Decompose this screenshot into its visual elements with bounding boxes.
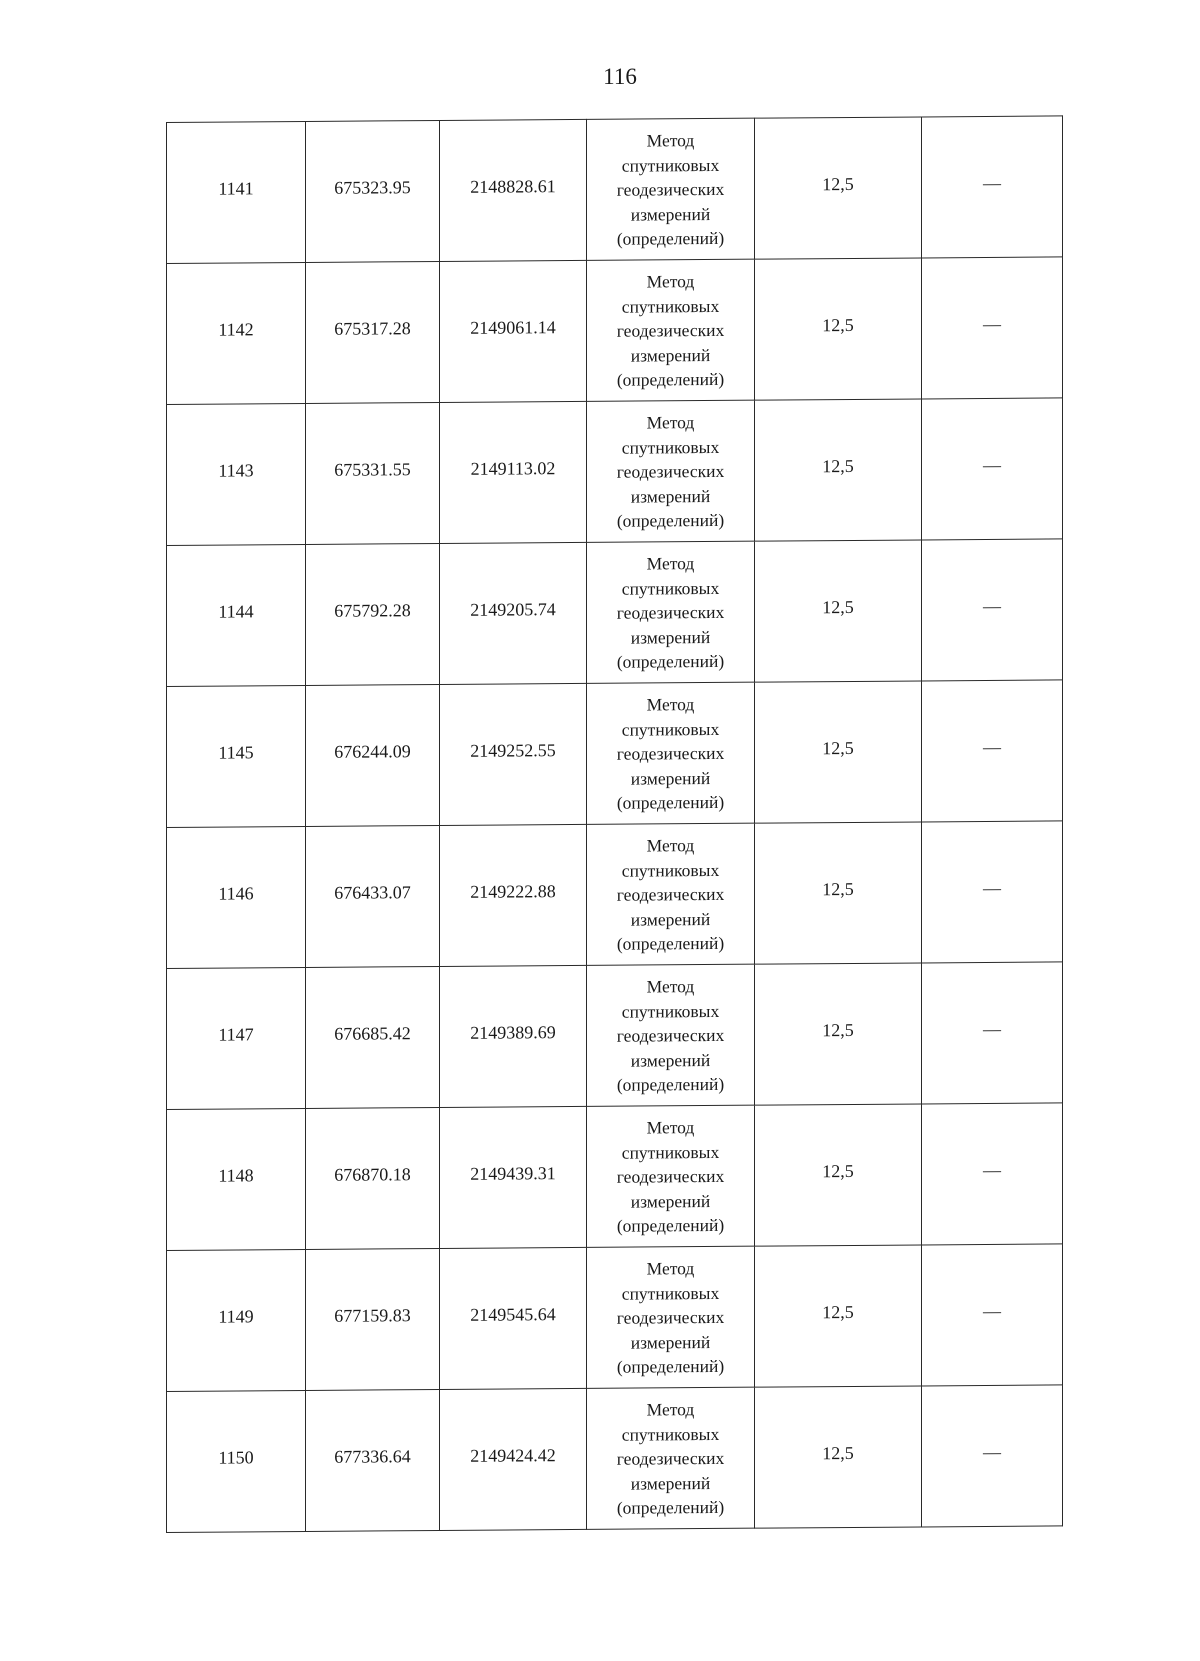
y-coordinate-cell: [440, 683, 587, 825]
x-coordinate-cell: [306, 543, 440, 685]
note-cell-text: —: [983, 1159, 1001, 1181]
note-cell: [922, 1385, 1063, 1527]
method-line: спутниковых: [621, 1423, 720, 1445]
point-number-cell-text: 1148: [218, 1165, 254, 1186]
method-cell: [587, 259, 755, 401]
x-coordinate-cell-text: 677159.83: [334, 1305, 411, 1326]
x-coordinate-cell-text: 676433.07: [334, 882, 411, 903]
method-line: геодезических: [616, 320, 725, 341]
note-cell: [922, 1244, 1063, 1386]
method-line: (определений): [616, 228, 725, 249]
method-line: геодезических: [616, 1448, 725, 1469]
method-line: геодезических: [616, 461, 725, 482]
x-coordinate-cell-text: 676685.42: [334, 1023, 411, 1044]
table-row: [167, 257, 1063, 405]
point-number-cell: [167, 1390, 306, 1532]
method-line: геодезических: [616, 884, 725, 905]
method-line: спутниковых: [621, 295, 720, 317]
y-coordinate-cell-text: 2149252.55: [470, 740, 556, 761]
table-row: [167, 1244, 1063, 1392]
accuracy-cell: [755, 117, 922, 259]
point-number-cell: [167, 121, 306, 263]
method-line: Метод: [646, 1117, 695, 1138]
x-coordinate-cell: [306, 402, 440, 544]
method-line: измерений: [630, 626, 711, 648]
method-line: измерений: [630, 485, 711, 507]
accuracy-cell-text: 12,5: [822, 455, 854, 477]
y-coordinate-cell: [440, 1106, 587, 1248]
method-cell: [587, 1105, 755, 1247]
y-coordinate-cell: [440, 824, 587, 966]
table-body: [167, 116, 1063, 1533]
point-number-cell: [167, 1249, 306, 1391]
x-coordinate-cell: [306, 1389, 440, 1531]
accuracy-cell: [755, 681, 922, 823]
method-line: Метод: [646, 130, 695, 151]
method-line: геодезических: [616, 1307, 725, 1328]
accuracy-cell: [755, 258, 922, 400]
note-cell: [922, 398, 1063, 540]
note-cell: [922, 539, 1063, 681]
note-cell-text: —: [983, 1300, 1001, 1322]
y-coordinate-cell: [440, 1388, 587, 1530]
method-line: спутниковых: [621, 859, 720, 881]
method-line: спутниковых: [621, 154, 720, 176]
method-line: (определений): [616, 1215, 725, 1236]
method-line: измерений: [630, 767, 711, 789]
method-line: Метод: [646, 412, 695, 433]
note-cell-text: —: [983, 1441, 1001, 1463]
note-cell-text: —: [983, 313, 1001, 335]
method-line: геодезических: [616, 179, 725, 200]
accuracy-cell: [755, 963, 922, 1105]
accuracy-cell: [755, 1386, 922, 1528]
method-line: Метод: [646, 835, 695, 856]
method-line: спутниковых: [621, 577, 720, 599]
point-number-cell-text: 1149: [218, 1306, 254, 1327]
x-coordinate-cell-text: 677336.64: [334, 1446, 411, 1467]
note-cell: [922, 962, 1063, 1104]
accuracy-cell-text: 12,5: [822, 596, 854, 618]
y-coordinate-cell-text: 2149113.02: [470, 458, 556, 479]
method-line: Метод: [646, 553, 695, 574]
method-line: измерений: [630, 1331, 711, 1353]
method-line: спутниковых: [621, 436, 720, 458]
y-coordinate-cell: [440, 1247, 587, 1389]
note-cell: [922, 1103, 1063, 1245]
x-coordinate-cell-text: 676244.09: [334, 741, 411, 762]
note-cell: [922, 821, 1063, 963]
method-line: (определений): [616, 369, 725, 390]
table-row: [167, 116, 1063, 264]
point-number-cell: [167, 403, 306, 545]
method-line: Метод: [646, 1399, 695, 1420]
y-coordinate-cell-text: 2148828.61: [470, 176, 556, 197]
y-coordinate-cell-text: 2149222.88: [470, 881, 556, 902]
accuracy-cell: [755, 399, 922, 541]
note-cell-text: —: [983, 595, 1001, 617]
method-line: измерений: [630, 344, 711, 366]
accuracy-cell-text: 12,5: [822, 173, 854, 195]
table-row: [167, 821, 1063, 969]
x-coordinate-cell-text: 676870.18: [334, 1164, 411, 1185]
y-coordinate-cell-text: 2149545.64: [470, 1304, 556, 1325]
x-coordinate-cell: [306, 825, 440, 967]
method-line: измерений: [630, 908, 711, 930]
point-number-cell: [167, 544, 306, 686]
point-number-cell-text: 1141: [218, 178, 254, 199]
point-number-cell-text: 1150: [218, 1447, 254, 1468]
accuracy-cell: [755, 822, 922, 964]
x-coordinate-cell-text: 675792.28: [334, 600, 411, 621]
table-row: [167, 539, 1063, 687]
method-line: геодезических: [616, 1025, 725, 1046]
point-number-cell-text: 1146: [218, 883, 254, 904]
y-coordinate-cell: [440, 119, 587, 261]
y-coordinate-cell-text: 2149424.42: [470, 1445, 556, 1466]
method-line: (определений): [616, 1497, 725, 1518]
method-line: (определений): [616, 933, 725, 954]
method-cell: [587, 1246, 755, 1388]
x-coordinate-cell-text: 675323.95: [334, 177, 411, 198]
x-coordinate-cell: [306, 1248, 440, 1390]
point-number-cell-text: 1142: [218, 319, 254, 340]
table-row: [167, 1103, 1063, 1251]
method-line: измерений: [630, 1049, 711, 1071]
method-line: Метод: [646, 271, 695, 292]
accuracy-cell-text: 12,5: [822, 1301, 854, 1323]
y-coordinate-cell: [440, 965, 587, 1107]
point-number-cell-text: 1144: [218, 601, 254, 622]
x-coordinate-cell-text: 675317.28: [334, 318, 411, 339]
x-coordinate-cell: [306, 1107, 440, 1249]
page-number: 116: [603, 64, 637, 89]
note-cell: [922, 680, 1063, 822]
accuracy-cell: [755, 1104, 922, 1246]
method-cell: [587, 400, 755, 542]
coordinates-table: [166, 115, 1063, 1533]
method-line: спутниковых: [621, 1141, 720, 1163]
table-row: [167, 1385, 1063, 1533]
point-number-cell: [167, 967, 306, 1109]
point-number-cell-text: 1147: [218, 1024, 254, 1045]
note-cell-text: —: [983, 172, 1001, 194]
accuracy-cell-text: 12,5: [822, 737, 854, 759]
y-coordinate-cell-text: 2149389.69: [470, 1022, 556, 1043]
y-coordinate-cell: [440, 542, 587, 684]
x-coordinate-cell: [306, 966, 440, 1108]
y-coordinate-cell-text: 2149205.74: [470, 599, 556, 620]
method-cell: [587, 682, 755, 824]
point-number-cell: [167, 1108, 306, 1250]
accuracy-cell-text: 12,5: [822, 1442, 854, 1464]
y-coordinate-cell-text: 2149061.14: [470, 317, 556, 338]
method-line: (определений): [616, 1074, 725, 1095]
note-cell-text: —: [983, 736, 1001, 758]
method-line: Метод: [646, 694, 695, 715]
method-cell: [587, 118, 755, 260]
note-cell: [922, 116, 1063, 258]
method-line: Метод: [646, 1258, 695, 1279]
method-line: геодезических: [616, 743, 725, 764]
method-line: спутниковых: [621, 1282, 720, 1304]
method-line: (определений): [616, 1356, 725, 1377]
method-line: спутниковых: [621, 1000, 720, 1022]
note-cell-text: —: [983, 877, 1001, 899]
table-row: [167, 398, 1063, 546]
point-number-cell: [167, 826, 306, 968]
point-number-cell-text: 1145: [218, 742, 254, 763]
note-cell: [922, 257, 1063, 399]
point-number-cell: [167, 685, 306, 827]
method-line: (определений): [616, 510, 725, 531]
method-cell: [587, 964, 755, 1106]
y-coordinate-cell: [440, 260, 587, 402]
accuracy-cell-text: 12,5: [822, 314, 854, 336]
method-line: геодезических: [616, 602, 725, 623]
method-line: (определений): [616, 651, 725, 672]
x-coordinate-cell: [306, 120, 440, 262]
note-cell-text: —: [983, 1018, 1001, 1040]
method-line: спутниковых: [621, 718, 720, 740]
point-number-cell-text: 1143: [218, 460, 254, 481]
accuracy-cell-text: 12,5: [822, 878, 854, 900]
note-cell-text: —: [983, 454, 1001, 476]
method-line: Метод: [646, 976, 695, 997]
method-line: измерений: [630, 203, 711, 225]
method-line: измерений: [630, 1190, 711, 1212]
table-row: [167, 962, 1063, 1110]
accuracy-cell: [755, 540, 922, 682]
x-coordinate-cell: [306, 684, 440, 826]
accuracy-cell: [755, 1245, 922, 1387]
y-coordinate-cell: [440, 401, 587, 543]
table-row: [167, 680, 1063, 828]
method-line: геодезических: [616, 1166, 725, 1187]
method-line: измерений: [630, 1472, 711, 1494]
method-line: (определений): [616, 792, 725, 813]
y-coordinate-cell-text: 2149439.31: [470, 1163, 556, 1184]
accuracy-cell-text: 12,5: [822, 1160, 854, 1182]
x-coordinate-cell-text: 675331.55: [334, 459, 411, 480]
method-cell: [587, 1387, 755, 1529]
accuracy-cell-text: 12,5: [822, 1019, 854, 1041]
x-coordinate-cell: [306, 261, 440, 403]
point-number-cell: [167, 262, 306, 404]
method-cell: [587, 541, 755, 683]
method-cell: [587, 823, 755, 965]
